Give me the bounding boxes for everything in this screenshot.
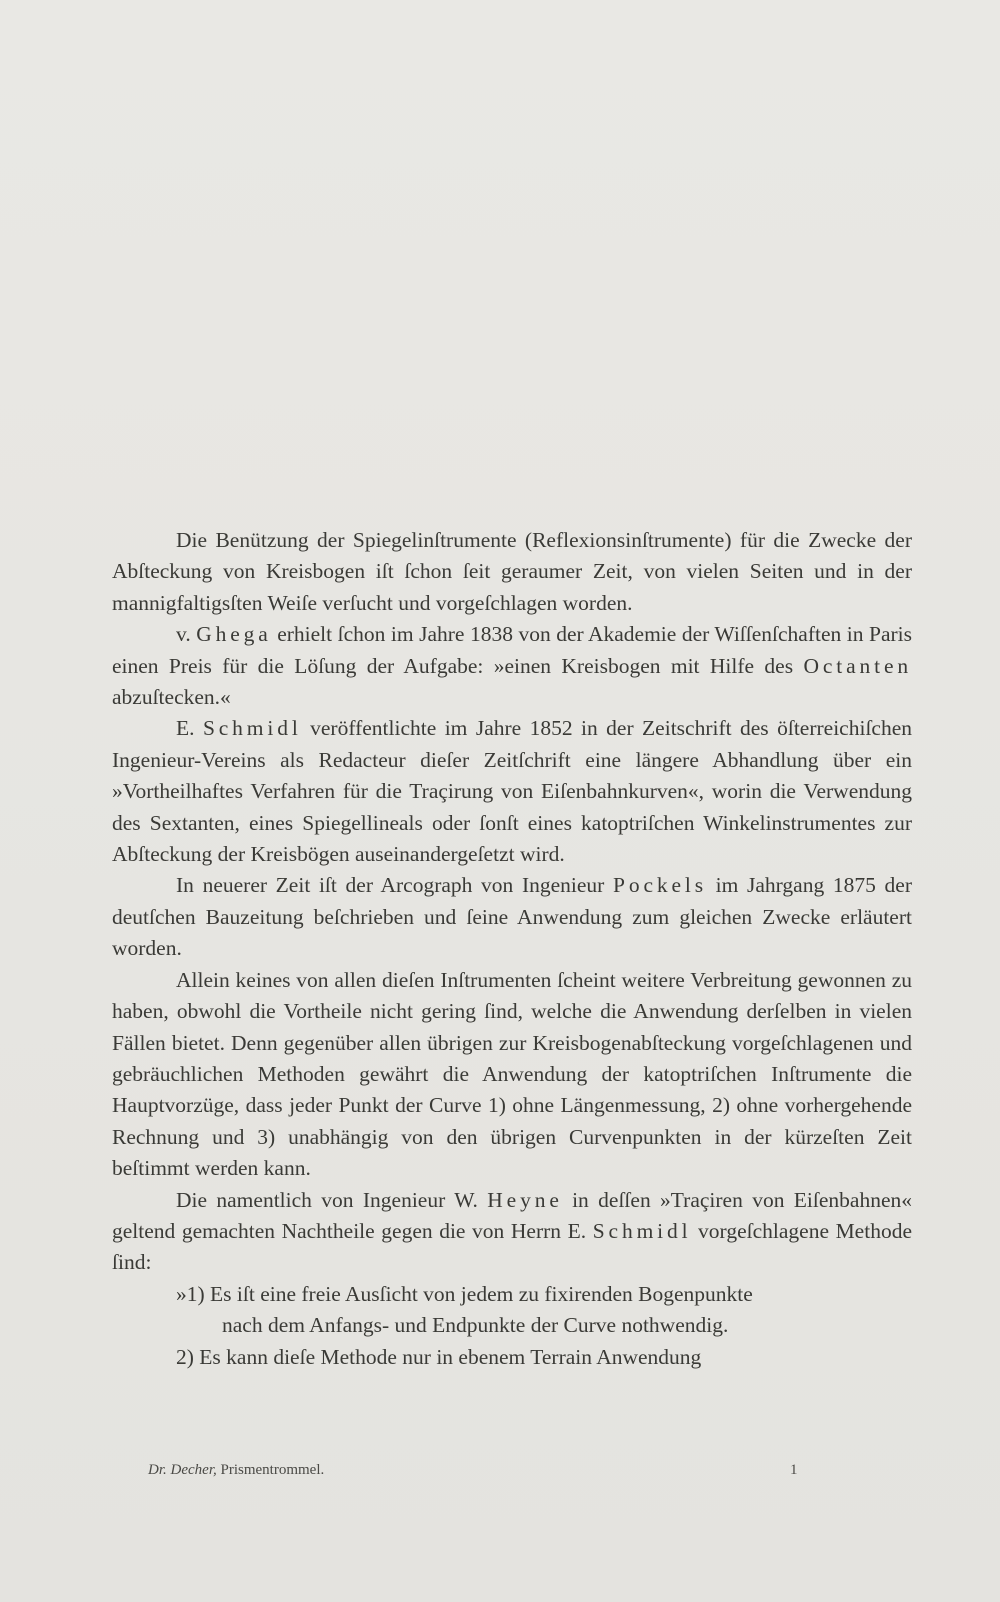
- paragraph: [112, 870, 912, 964]
- spaced-name: Pockels: [613, 873, 707, 898]
- list-item-continuation: nach dem Anfangs- und Endpunkte der Curve nothwendig.: [222, 1313, 729, 1338]
- text-run: In neuerer Zeit iſt der Arcograph von Ingenieur: [176, 873, 613, 898]
- list-item: [112, 1342, 912, 1373]
- paragraph: [112, 1185, 912, 1279]
- paragraph: [112, 525, 912, 619]
- text-run: vorgeſchlagene Methode ſind:: [112, 1218, 912, 1275]
- text-run: im Jahrgang 1875 der deutſchen Bauzeitung beſchrieben und ſeine Anwendung zum gleichen Zwecke erläutert worden.: [112, 873, 912, 961]
- text-run: Die Benützung der Spiegelinſtrumente (Reflexionsinſtrumente) für die Zwecke der Abſteckung von Kreisbogen iſt ſchon ſeit geraumer Zeit, von vielen Seiten und in der mannigfaltigsſten Weiſe verſucht und vorgeſchlagen worden.: [112, 528, 912, 615]
- paragraph: [112, 619, 912, 713]
- text-run: v.: [176, 622, 197, 647]
- spaced-name: Schmidl: [202, 716, 302, 741]
- text-run: Allein keines von allen dieſen Inſtrumenten ſcheint weitere Verbreitung gewonnen zu haben, obwohl die Vortheile nicht gering ſind, welche die Anwendung derſelben in vielen Fällen bietet. Denn gegenüber allen übrigen zur Kreisbogenabſteckung vorgeſchlagenen und gebräuchlichen Methoden gewährt die Anwendung der katoptriſchen Inſtrumente die Hauptvorzüge, dass jeder Punkt der Curve 1) ohne Längenmessung, 2) ohne vorhergehende Rechnung und 3) unabhängig von den übrigen Curvenpunkten in der kürzeſten Zeit beſtimmt werden kann.: [112, 967, 912, 1181]
- list-item: [112, 1279, 912, 1342]
- footer-author: Dr. Decher,: [148, 1462, 217, 1478]
- text-run: E.: [176, 716, 203, 741]
- spaced-name: Octanten: [803, 653, 912, 678]
- page-footer: [148, 1462, 798, 1479]
- text-run: in deſſen »Traçiren von Eiſenbahnen« geltend gemachten Nachtheile gegen die von Herrn E.: [112, 1187, 913, 1243]
- text-run: Die namentlich von Ingenieur W.: [176, 1187, 488, 1212]
- spaced-name: Ghega: [196, 622, 272, 647]
- paragraph: [112, 965, 912, 1185]
- footer-title: Prismentrommel.: [220, 1462, 325, 1478]
- text-run: abzuſtecken.«: [112, 685, 231, 710]
- paragraph: [112, 713, 912, 870]
- text-run: veröffentlichte im Jahre 1852 in der Zeitschrift des öſterreichiſchen Ingenieur-Vereins als Redacteur dieſer Zeitſchrift eine längere Abhandlung über ein »Vortheilhaftes Verfahren für die Traçirung von Eiſenbahnkurven«, worin die Verwendung des Sextanten, eines Spiegellineals oder ſonſt eines katoptriſchen Winkelinstrumentes zur Abſteckung der Kreisbögen auseinandergeſetzt wird.: [112, 716, 912, 867]
- list-item-first-line: 2) Es kann dieſe Methode nur in ebenem Terrain Anwendung: [176, 1344, 702, 1369]
- spaced-name: Schmidl: [592, 1218, 692, 1243]
- list-item-first-line: »1) Es iſt eine freie Ausſicht von jedem zu fixirenden Bogenpunkte: [176, 1281, 753, 1306]
- text-run: erhielt ſchon im Jahre 1838 von der Akademie der Wiſſenſchaften in Paris einen Preis für die Löſung der Aufgabe: »einen Kreisbogen mit Hilfe des: [112, 622, 912, 678]
- spaced-name: Heyne: [487, 1187, 563, 1212]
- body-text: [112, 525, 912, 1373]
- page-number: 1: [790, 1462, 798, 1478]
